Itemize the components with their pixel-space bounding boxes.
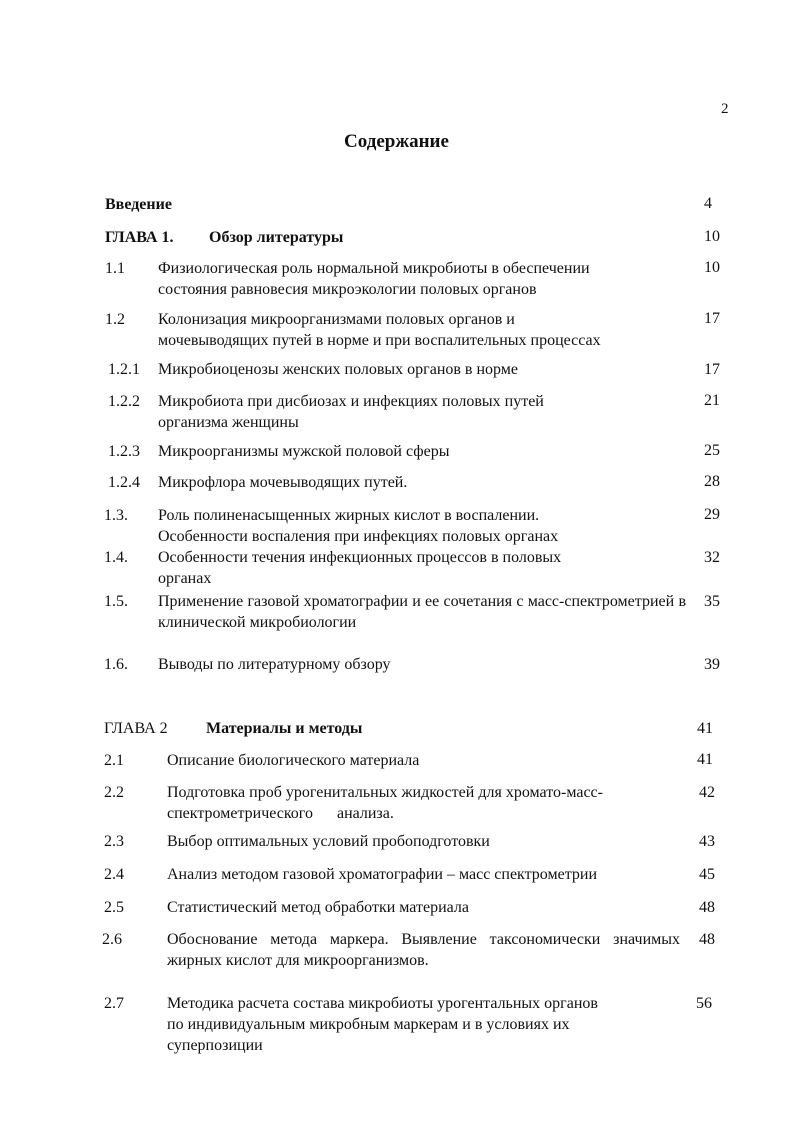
toc-page: 4 bbox=[704, 195, 712, 212]
toc-title: Колонизация микроорганизмами половых органов и мочевыводящих путей в норме и при воспалительных процессах bbox=[158, 311, 601, 349]
toc-page: 41 bbox=[697, 720, 713, 737]
toc-number: 2.4 bbox=[104, 866, 124, 883]
toc-page: 29 bbox=[704, 506, 720, 523]
toc-number: 1.2.2 bbox=[108, 393, 140, 410]
toc-number: 1.2.1 bbox=[108, 361, 140, 378]
toc-title: Методика расчета состава микробиоты урогентальных органов по индивидуальным микробным маркерам и в условиях их суперпозиции bbox=[167, 995, 598, 1054]
toc-number: 1.2.3 bbox=[108, 443, 140, 460]
toc-page: 35 bbox=[704, 593, 720, 610]
toc-page: 10 bbox=[704, 228, 720, 245]
toc-page: 41 bbox=[697, 751, 713, 768]
toc-number: ГЛАВА 1. bbox=[105, 229, 174, 246]
toc-title: Применение газовой хроматографии и ее сочетания с масс-спектрометрией в клинической микробиологии bbox=[158, 593, 686, 631]
toc-title: Статистический метод обработки материала bbox=[167, 899, 469, 916]
page-title: Содержание bbox=[344, 131, 449, 152]
toc-number: 2.5 bbox=[104, 899, 124, 916]
toc-page: 48 bbox=[699, 931, 715, 948]
toc-title: Микробиота при дисбиозах и инфекциях половых путей организма женщины bbox=[158, 393, 544, 431]
toc-number: 1.6. bbox=[104, 656, 128, 673]
toc-page: 17 bbox=[704, 361, 720, 378]
toc-title: Обоснование метода маркера. Выявление таксономически значимых жирных кислот для микроорганизмов. bbox=[167, 931, 680, 969]
toc-page: 42 bbox=[699, 784, 715, 801]
toc-title: Подготовка проб урогенитальных жидкостей для хромато-масс- спектрометрического анализа. bbox=[167, 784, 603, 822]
toc-title: Физиологическая роль нормальной микробиоты в обеспечении состояния равновесия микроэкологии половых органов bbox=[158, 260, 590, 298]
toc-page: 32 bbox=[704, 549, 720, 566]
toc-number: 1.4. bbox=[104, 549, 128, 566]
toc-title: Особенности течения инфекционных процессов в половых органах bbox=[158, 549, 562, 587]
toc-title: Обзор литературы bbox=[209, 229, 344, 246]
toc-number: 2.3 bbox=[104, 833, 124, 850]
toc-number: ГЛАВА 2 bbox=[104, 720, 168, 737]
toc-page: 48 bbox=[699, 899, 715, 916]
toc-page: 28 bbox=[704, 473, 720, 490]
toc-title: Выбор оптимальных условий пробоподготовки bbox=[167, 833, 490, 850]
toc-number: 1.5. bbox=[104, 593, 128, 610]
toc-page: 56 bbox=[696, 995, 712, 1012]
toc-title: Выводы по литературному обзору bbox=[158, 656, 391, 673]
toc-page: 17 bbox=[704, 310, 720, 327]
toc-title: Материалы и методы bbox=[206, 720, 363, 737]
toc-title: Микробиоценозы женских половых органов в норме bbox=[158, 361, 519, 378]
toc-page: 10 bbox=[704, 259, 720, 276]
toc-title: Описание биологического материала bbox=[167, 752, 420, 769]
toc-number: 2.7 bbox=[104, 995, 124, 1012]
toc-title: Роль полиненасыщенных жирных кислот в воспалении. Особенности воспаления при инфекциях половых органах bbox=[158, 507, 559, 545]
toc-title: Микроорганизмы мужской половой сферы bbox=[158, 443, 450, 460]
toc-title: Микрофлора мочевыводящих путей. bbox=[158, 474, 408, 491]
toc-number: 1.1 bbox=[105, 260, 125, 277]
toc-number: 1.2.4 bbox=[108, 474, 140, 491]
toc-number: 1.3. bbox=[104, 507, 128, 524]
toc-title: Анализ методом газовой хроматографии – масс спектрометрии bbox=[167, 866, 598, 883]
toc-number: 1.2 bbox=[105, 311, 125, 328]
toc-number: 2.6 bbox=[102, 931, 122, 948]
toc-number: 2.2 bbox=[104, 784, 124, 801]
toc-title: Введение bbox=[105, 196, 172, 213]
page-number: 2 bbox=[721, 101, 729, 117]
toc-number: 2.1 bbox=[104, 752, 124, 769]
toc-page: 45 bbox=[699, 866, 715, 883]
toc-page: 43 bbox=[699, 833, 715, 850]
toc-page: 39 bbox=[704, 656, 720, 673]
toc-page: 25 bbox=[704, 442, 720, 459]
toc-page: 21 bbox=[704, 392, 720, 409]
